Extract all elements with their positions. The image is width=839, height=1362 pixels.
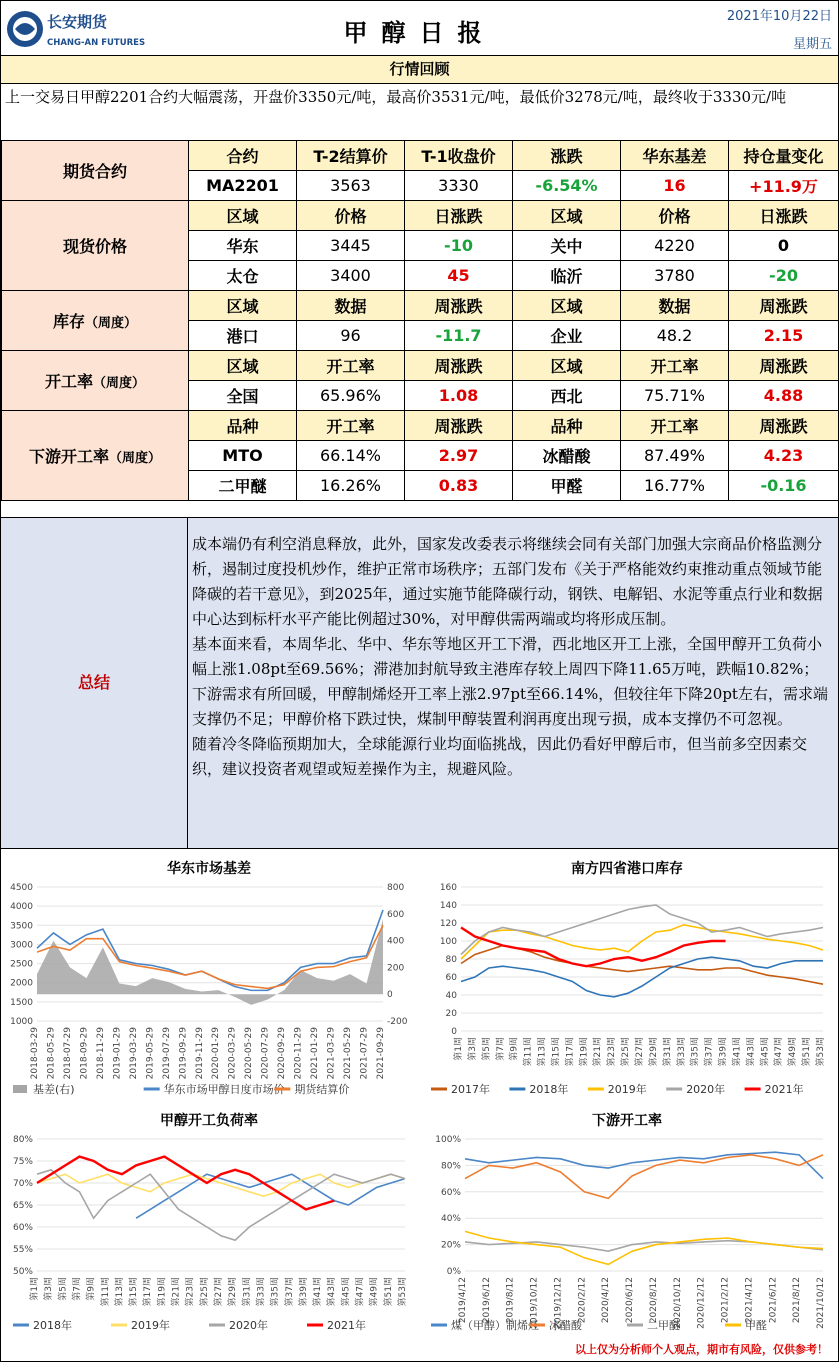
- spot-header: 区域: [513, 201, 621, 231]
- y2-tick-label: 0: [387, 990, 393, 1001]
- summary-paragraph: 基本面来看，本周华北、华中、华东等地区开工下滑，西北地区开工上涨，全国甲醇开工负荷小幅上涨1.08pt至69.56%；滞港加封航导致主港库存较上周四下降11.65万吨，跌幅10.82%；下游需求有所回暖，甲醇制烯烃开工率上涨2.97pt至66.14%，但较往年下降20pt左右，需求端支撑仍不足；甲醇价格下跌过快，煤制甲醇装置利润再度出现亏损，成本支撑仍不可忽视。: [192, 635, 828, 728]
- x-tick-label: 第43周: [327, 1277, 338, 1307]
- x-tick-label: 2019/6/12: [481, 1277, 492, 1324]
- y-tick-label: 70%: [12, 1179, 33, 1189]
- downstream-rate: 66.14%: [297, 441, 405, 471]
- x-tick-label: 第25周: [199, 1277, 210, 1307]
- operating-category: [2, 351, 189, 411]
- chart-downstream-operating: [421, 1105, 833, 1337]
- y-tick-label: 2500: [10, 959, 33, 970]
- x-tick-label: 第41周: [732, 1037, 743, 1067]
- legend-label: 二甲醚: [647, 1319, 680, 1332]
- y-tick-label: 140: [439, 901, 457, 911]
- y-tick-label: 100%: [435, 1135, 461, 1145]
- spot-header: 价格: [297, 201, 405, 231]
- legend-label: 冰醋酸: [549, 1319, 582, 1332]
- x-tick-label: 第35周: [270, 1277, 281, 1307]
- operating-rate: 75.71%: [621, 381, 729, 411]
- series-line: [461, 928, 753, 967]
- x-tick-label: 第27周: [214, 1277, 224, 1307]
- x-tick-label: 2019-09-29: [178, 1027, 189, 1080]
- x-tick-label: 第17周: [565, 1037, 576, 1067]
- x-tick-label: 第49周: [369, 1277, 380, 1307]
- x-tick-label: 2021/8/12: [792, 1277, 803, 1324]
- report-date: 2021年10月22日: [726, 9, 832, 24]
- chart-title: 下游开工率: [592, 1113, 662, 1129]
- y-tick-label: 80%: [440, 1161, 461, 1172]
- operating-header: 开工率: [297, 351, 405, 381]
- spot-price: 3445: [297, 231, 405, 261]
- downstream-header: 品种: [513, 411, 621, 441]
- y-tick-label: 55%: [12, 1245, 33, 1255]
- summary-paragraph: 成本端仍有利空消息释放，此外，国家发改委表示将继续会同有关部门加强大宗商品价格监测分析，遏制过度投机炒作，维护正常市场秩序；五部门发布《关于严格能效约束推动重点领域节能降碳的若干意见》，到2025年，通过实施节能降碳行动，钢铁、电解铝、水泥等重点行业和数据中心达到标杆水平产能比例超过30%，对甲醇供需两端或均将形成压制。: [192, 535, 823, 628]
- inventory-header: 周涨跌: [729, 291, 839, 321]
- y-tick-label: 0: [451, 1027, 457, 1037]
- futures-header: 涨跌: [513, 141, 621, 171]
- legend-label: 2018年: [33, 1319, 72, 1332]
- report-header: [1, 1, 838, 56]
- futures-close: 3330: [405, 171, 513, 201]
- x-tick-label: 2019-01-29: [112, 1027, 123, 1080]
- operating-header: 周涨跌: [729, 351, 839, 381]
- spot-region: 临沂: [513, 261, 621, 291]
- downstream-product: 二甲醚: [189, 471, 297, 501]
- y-tick-label: 40: [445, 991, 457, 1001]
- y-tick-label: 1500: [10, 997, 33, 1008]
- x-tick-label: 2019/8/12: [505, 1277, 516, 1324]
- summary-label: 总结: [77, 673, 110, 692]
- y-tick-label: 2000: [10, 978, 33, 989]
- futures-basis: 16: [621, 171, 729, 201]
- y-tick-label: 160: [439, 883, 457, 893]
- summary-section: [1, 517, 838, 849]
- x-tick-label: 2021-01-29: [310, 1027, 321, 1080]
- x-tick-label: 2019-03-29: [128, 1027, 139, 1080]
- y-tick-label: 0%: [446, 1267, 461, 1277]
- x-tick-label: 第47周: [774, 1037, 785, 1067]
- x-tick-label: 2021-03-29: [326, 1027, 337, 1080]
- y-tick-label: 120: [439, 919, 457, 929]
- x-tick-label: 2020-11-29: [293, 1027, 304, 1080]
- x-tick-label: 2021-09-29: [376, 1027, 386, 1080]
- x-tick-label: 第13周: [537, 1037, 548, 1067]
- x-tick-label: 第9周: [86, 1277, 97, 1301]
- chart-port-inventory: [421, 853, 833, 1101]
- x-tick-label: 2020/8/12: [648, 1277, 659, 1324]
- series-line: [465, 1231, 823, 1264]
- y-tick-label: 80%: [12, 1135, 33, 1145]
- x-tick-label: 第7周: [72, 1277, 83, 1301]
- legend-label: 2019年: [131, 1319, 170, 1332]
- x-tick-label: 第13周: [114, 1277, 125, 1307]
- inventory-value: 48.2: [621, 321, 729, 351]
- spot-category: 现货价格: [2, 201, 189, 291]
- operating-region: 西北: [513, 381, 621, 411]
- x-tick-label: 2020/4/12: [601, 1277, 612, 1324]
- x-tick-label: 第1周: [454, 1037, 464, 1061]
- x-tick-label: 第39周: [718, 1037, 729, 1067]
- spot-region: 关中: [513, 231, 621, 261]
- chart-east-china-basis: [3, 853, 415, 1101]
- x-tick-label: 第37周: [284, 1277, 295, 1307]
- series-line: [37, 1174, 405, 1196]
- y-tick-label: 60%: [12, 1223, 33, 1233]
- x-tick-label: 第35周: [690, 1037, 701, 1067]
- spot-change: 45: [405, 261, 513, 291]
- futures-oi-change: +11.9万: [729, 171, 839, 201]
- series-area: [37, 919, 383, 1005]
- legend-label: 华东市场甲醇日度市场价: [163, 1083, 285, 1096]
- x-tick-label: 2019-11-29: [194, 1027, 205, 1080]
- x-tick-label: 第21周: [171, 1277, 182, 1307]
- spot-change: -20: [729, 261, 839, 291]
- y2-tick-label: 200: [387, 963, 405, 974]
- x-tick-label: 2020/12/12: [696, 1277, 707, 1329]
- futures-header: T-2结算价: [297, 141, 405, 171]
- downstream-rate: 16.77%: [621, 471, 729, 501]
- operating-region: 全国: [189, 381, 297, 411]
- x-tick-label: 第45周: [760, 1037, 771, 1067]
- x-tick-label: 2020-05-29: [244, 1027, 255, 1080]
- x-tick-label: 2018-09-29: [79, 1027, 90, 1080]
- downstream-rate: 16.26%: [297, 471, 405, 501]
- legend-swatch: [13, 1085, 27, 1093]
- summary-paragraph: 随着冷冬降临预期加大，全球能源行业均面临挑战，因此仍看好甲醇后市，但当前多空因素交织，建议投资者观望或短差操作为主，规避风险。: [192, 735, 808, 778]
- downstream-change: 4.23: [729, 441, 839, 471]
- spot-price: 4220: [621, 231, 729, 261]
- x-tick-label: 第33周: [256, 1277, 267, 1307]
- y-tick-label: 80: [445, 955, 457, 965]
- inventory-category: [2, 291, 189, 351]
- x-tick-label: 第11周: [100, 1277, 111, 1307]
- spot-header-row: [2, 201, 839, 231]
- x-tick-label: 2021/10/12: [816, 1277, 826, 1329]
- y-tick-label: 4500: [10, 883, 33, 893]
- futures-header: 合约: [189, 141, 297, 171]
- x-tick-label: 第31周: [662, 1037, 673, 1067]
- downstream-header-row: [2, 411, 839, 441]
- x-tick-label: 第5周: [58, 1277, 69, 1301]
- operating-rate: 65.96%: [297, 381, 405, 411]
- x-tick-label: 2021-07-29: [359, 1027, 370, 1080]
- x-tick-label: 第51周: [383, 1277, 394, 1307]
- x-tick-label: 第49周: [788, 1037, 799, 1067]
- x-tick-label: 第17周: [143, 1277, 154, 1307]
- spot-price: 3400: [297, 261, 405, 291]
- spot-price: 3780: [621, 261, 729, 291]
- chart-title: 华东市场基差: [167, 861, 251, 877]
- x-tick-label: 2020-01-29: [211, 1027, 222, 1080]
- summary-text-cell: [188, 518, 838, 848]
- x-tick-label: 第3周: [44, 1277, 55, 1301]
- x-tick-label: 第15周: [551, 1037, 562, 1067]
- y-tick-label: 65%: [12, 1201, 33, 1211]
- y-tick-label: 60%: [440, 1187, 461, 1198]
- x-tick-label: 2021/4/12: [744, 1277, 755, 1324]
- x-tick-label: 第7周: [495, 1037, 506, 1061]
- series-line: [461, 946, 823, 985]
- downstream-category-label: 下游开工率: [28, 447, 109, 466]
- inventory-change: -11.7: [405, 321, 513, 351]
- x-tick-label: 第41周: [313, 1277, 324, 1307]
- x-tick-label: 2018-05-29: [46, 1027, 57, 1080]
- inventory-region: 企业: [513, 321, 621, 351]
- x-tick-label: 第31周: [242, 1277, 253, 1307]
- inventory-header: 数据: [297, 291, 405, 321]
- operating-change: 4.88: [729, 381, 839, 411]
- inventory-category-note: （周度）: [85, 316, 138, 331]
- x-tick-label: 第15周: [129, 1277, 140, 1307]
- x-tick-label: 第27周: [635, 1037, 645, 1067]
- x-tick-label: 第21周: [593, 1037, 604, 1067]
- company-name-cn: 长安期货: [47, 13, 108, 31]
- downstream-category-note: （周度）: [109, 451, 162, 466]
- futures-category: 期货合约: [2, 141, 189, 201]
- y-tick-label: 75%: [12, 1157, 33, 1167]
- x-tick-label: 第5周: [481, 1037, 492, 1061]
- futures-header: 持仓量变化: [729, 141, 839, 171]
- futures-header: 华东基差: [621, 141, 729, 171]
- inventory-region: 港口: [189, 321, 297, 351]
- series-line: [136, 1174, 405, 1218]
- disclaimer: 以上仅为分析师个人观点，期市有风险，仅供参考！: [575, 1343, 828, 1356]
- operating-header: 区域: [189, 351, 297, 381]
- spot-header: 价格: [621, 201, 729, 231]
- chart-title: 甲醇开工负荷率: [160, 1113, 258, 1129]
- operating-change: 1.08: [405, 381, 513, 411]
- market-review-text: 上一交易日甲醇2201合约大幅震荡，开盘价3350元/吨，最高价3531元/吨，最低价3278元/吨，最终收于3330元/吨: [5, 88, 787, 106]
- downstream-product: 冰醋酸: [513, 441, 621, 471]
- downstream-change: 0.83: [405, 471, 513, 501]
- x-tick-label: 第29周: [648, 1037, 659, 1067]
- legend-label: 2017年: [451, 1083, 490, 1096]
- y2-tick-label: 800: [387, 883, 405, 893]
- x-tick-label: 第37周: [704, 1037, 715, 1067]
- y-tick-label: 4000: [10, 902, 33, 913]
- spot-change: 0: [729, 231, 839, 261]
- x-tick-label: 2020/2/12: [577, 1277, 588, 1324]
- y-tick-label: 20%: [440, 1240, 461, 1251]
- inventory-value: 96: [297, 321, 405, 351]
- report-weekday: 星期五: [792, 37, 832, 52]
- downstream-header: 品种: [189, 411, 297, 441]
- x-tick-label: 第1周: [30, 1277, 40, 1301]
- inventory-header: 区域: [513, 291, 621, 321]
- spot-header: 日涨跌: [729, 201, 839, 231]
- downstream-category: [2, 411, 189, 501]
- downstream-rate: 87.49%: [621, 441, 729, 471]
- chart-methanol-operating: [3, 1105, 415, 1337]
- x-tick-label: 2019-07-29: [161, 1027, 172, 1080]
- legend-label: 基差(右): [33, 1083, 75, 1096]
- y-tick-label: 100: [439, 937, 457, 947]
- x-tick-label: 2019/10/12: [529, 1277, 540, 1329]
- spot-region: 太仓: [189, 261, 297, 291]
- inventory-header: 周涨跌: [405, 291, 513, 321]
- downstream-product: 甲醛: [513, 471, 621, 501]
- downstream-product: MTO: [189, 441, 297, 471]
- x-tick-label: 2020-09-29: [277, 1027, 288, 1080]
- legend-label: 期货结算价: [294, 1083, 350, 1096]
- x-tick-label: 第9周: [509, 1037, 520, 1061]
- downstream-header: 开工率: [297, 411, 405, 441]
- x-tick-label: 2018-11-29: [95, 1027, 106, 1080]
- summary-text: [192, 532, 832, 782]
- y2-tick-label: -200: [387, 1017, 408, 1027]
- legend-label: 2018年: [529, 1083, 569, 1096]
- x-tick-label: 2019-05-29: [145, 1027, 156, 1080]
- y-tick-label: 3500: [10, 921, 33, 932]
- x-tick-label: 第3周: [467, 1037, 478, 1061]
- x-tick-label: 2021-05-29: [343, 1027, 354, 1080]
- futures-change: -6.54%: [513, 171, 621, 201]
- futures-header: T-1收盘价: [405, 141, 513, 171]
- spot-change: -10: [405, 231, 513, 261]
- x-tick-label: 第47周: [355, 1277, 366, 1307]
- spot-header: 区域: [189, 201, 297, 231]
- x-tick-label: 第33周: [676, 1037, 687, 1067]
- inventory-header: 区域: [189, 291, 297, 321]
- x-tick-label: 第51周: [802, 1037, 813, 1067]
- downstream-change: -0.16: [729, 471, 839, 501]
- x-tick-label: 2020-07-29: [260, 1027, 271, 1080]
- y-tick-label: 1000: [10, 1017, 33, 1027]
- legend-label: 甲醛: [745, 1319, 767, 1332]
- x-tick-label: 2021/6/12: [768, 1277, 779, 1324]
- x-tick-label: 第53周: [816, 1037, 826, 1067]
- x-tick-label: 第25周: [621, 1037, 632, 1067]
- report-title: 甲醇日报: [343, 19, 496, 47]
- downstream-change: 2.97: [405, 441, 513, 471]
- y-tick-label: 20: [445, 1009, 457, 1019]
- x-tick-label: 2019/12/12: [553, 1277, 564, 1329]
- legend-label: 2021年: [327, 1319, 366, 1332]
- x-tick-label: 第11周: [523, 1037, 534, 1067]
- y-tick-label: 3000: [10, 940, 33, 951]
- y2-tick-label: 400: [387, 936, 405, 947]
- inventory-header-row: [2, 291, 839, 321]
- x-tick-label: 2019/4/12: [458, 1277, 468, 1324]
- legend-label: 2021年: [764, 1083, 804, 1096]
- x-tick-label: 2020/10/12: [672, 1277, 683, 1329]
- x-tick-label: 第53周: [398, 1277, 408, 1307]
- y-tick-label: 50%: [12, 1267, 33, 1277]
- y2-tick-label: 600: [387, 909, 405, 920]
- spot-header: 日涨跌: [405, 201, 513, 231]
- legend-label: 2020年: [686, 1083, 726, 1096]
- x-tick-label: 第39周: [298, 1277, 309, 1307]
- inventory-change: 2.15: [729, 321, 839, 351]
- company-name-en: CHANG-AN FUTURES: [47, 38, 146, 48]
- operating-category-label: 开工率: [44, 372, 93, 391]
- x-tick-label: 第23周: [185, 1277, 196, 1307]
- futures-settle: 3563: [297, 171, 405, 201]
- inventory-header: 数据: [621, 291, 729, 321]
- legend-label: 2019年: [607, 1083, 647, 1096]
- operating-category-note: （周度）: [93, 376, 146, 391]
- operating-header: 开工率: [621, 351, 729, 381]
- inventory-category-label: 库存: [52, 312, 85, 331]
- x-tick-label: 2018-03-29: [30, 1027, 40, 1080]
- futures-header-row: [2, 141, 839, 171]
- operating-header-row: [2, 351, 839, 381]
- x-tick-label: 第23周: [607, 1037, 618, 1067]
- x-tick-label: 第43周: [746, 1037, 757, 1067]
- operating-header: 区域: [513, 351, 621, 381]
- x-tick-label: 2020-03-29: [227, 1027, 238, 1080]
- operating-header: 周涨跌: [405, 351, 513, 381]
- chart-title: 南方四省港口库存: [571, 861, 683, 877]
- downstream-header: 周涨跌: [405, 411, 513, 441]
- x-tick-label: 第45周: [341, 1277, 352, 1307]
- x-tick-label: 2020/6/12: [625, 1277, 636, 1324]
- x-tick-label: 第19周: [579, 1037, 590, 1067]
- market-data-table: [1, 140, 839, 501]
- spot-region: 华东: [189, 231, 297, 261]
- market-review-title: 行情回顾: [1, 56, 838, 84]
- summary-label-cell: [1, 518, 188, 848]
- downstream-header: 开工率: [621, 411, 729, 441]
- x-tick-label: 第29周: [228, 1277, 239, 1307]
- futures-contract: MA2201: [189, 171, 297, 201]
- x-tick-label: 2018-07-29: [62, 1027, 73, 1080]
- y-tick-label: 60: [445, 973, 457, 983]
- legend-label: 2020年: [229, 1319, 268, 1332]
- y-tick-label: 40%: [440, 1214, 461, 1225]
- x-tick-label: 2021/2/12: [720, 1277, 731, 1324]
- downstream-header: 周涨跌: [729, 411, 839, 441]
- legend-label: 煤（甲醇）制烯烃: [451, 1319, 539, 1332]
- x-tick-label: 第19周: [157, 1277, 168, 1307]
